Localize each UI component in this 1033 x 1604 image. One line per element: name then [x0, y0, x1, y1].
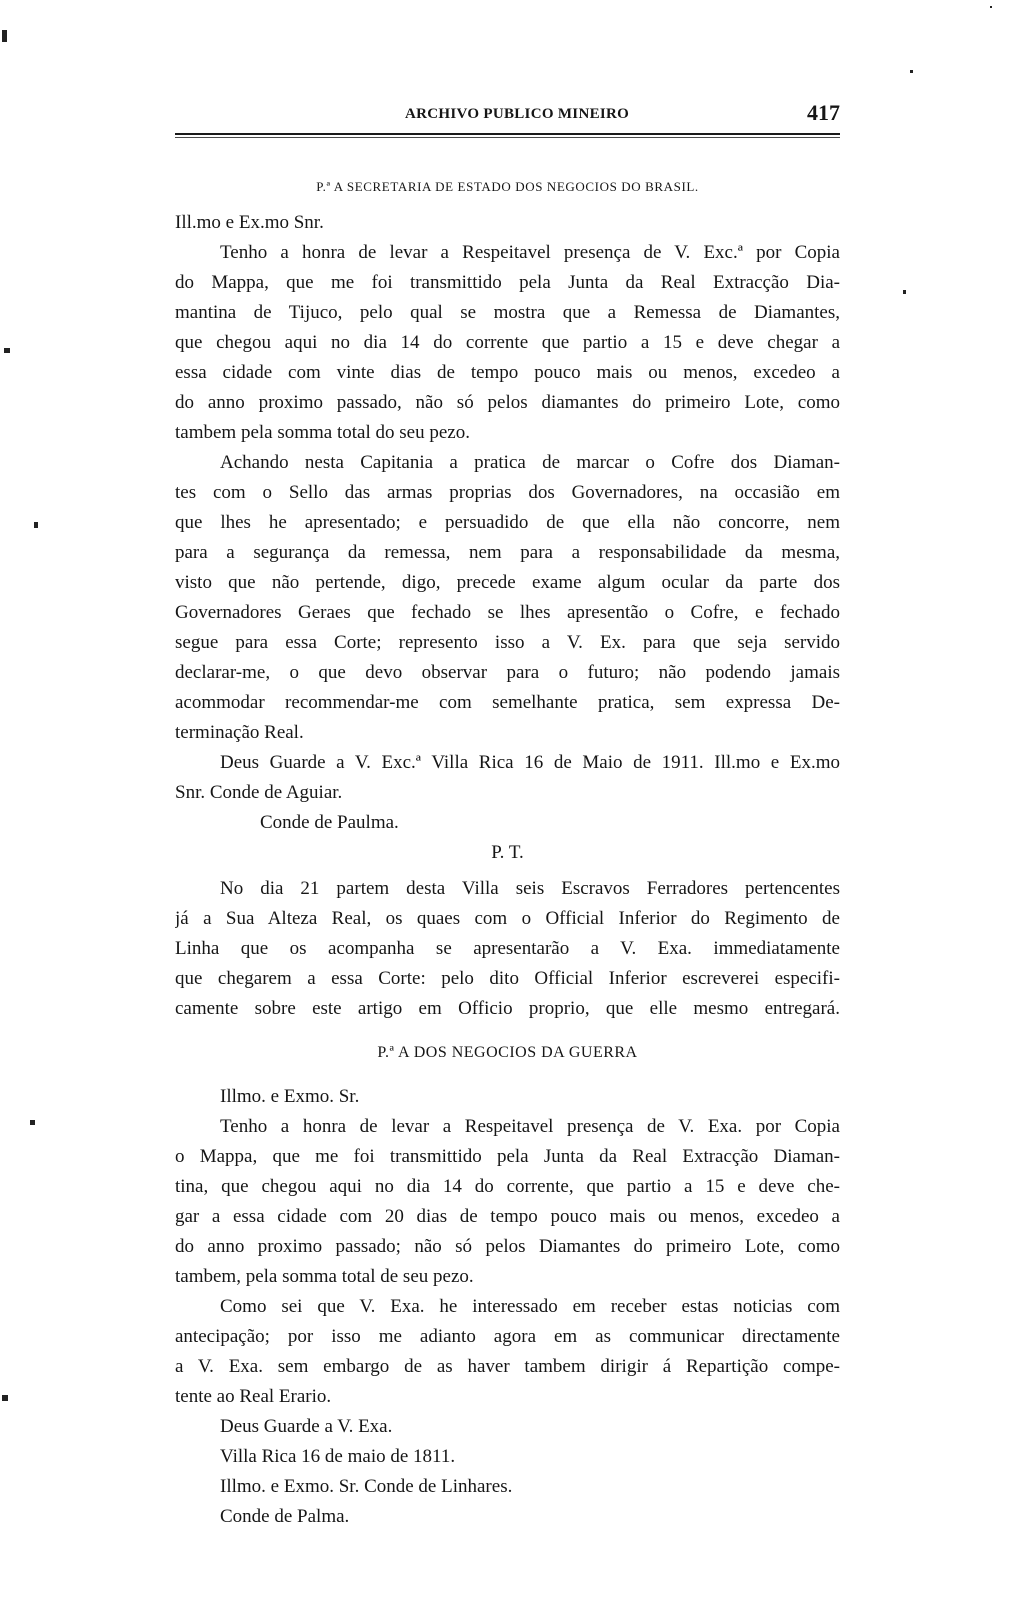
letter3-line: tambem, pela somma total de seu pezo.: [175, 1266, 474, 1287]
scan-speck: [2, 1395, 8, 1401]
scan-speck: [903, 290, 906, 294]
letter1-line: que chegou aqui no dia 14 do corrente que partio a 15 e deve chegar a: [175, 332, 840, 353]
letter1-line: para a segurança da remessa, nem para a responsabilidade da mesma,: [175, 542, 840, 563]
letter1-line: Deus Guarde a V. Exc.ª Villa Rica 16 de Maio de 1911. Ill.mo e Ex.mo: [220, 752, 840, 773]
letter1-line: que lhes he apresentado; e persuadido de que ella não concorre, nem: [175, 512, 840, 533]
letter1-line: declarar-me, o que devo observar para o futuro; não podendo jamais: [175, 662, 840, 683]
letter3-closing: Villa Rica 16 de maio de 1811.: [220, 1446, 456, 1467]
letter3-line: o Mappa, que me foi transmittido pela Junta da Real Extracção Diaman-: [175, 1146, 840, 1167]
letter3-closing: Deus Guarde a V. Exa.: [220, 1416, 393, 1437]
letter2-line: camente sobre este artigo em Officio proprio, que elle mesmo entregará.: [175, 998, 840, 1019]
letter1-line: tes com o Sello das armas proprias dos Governadores, na occasião em: [175, 482, 840, 503]
letter1-addressee: P.ª A SECRETARIA DE ESTADO DOS NEGOCIOS DO BRASIL.: [316, 179, 699, 194]
letter1-line: essa cidade com vinte dias de tempo pouco mais ou menos, excedeo a: [175, 362, 840, 383]
letter3-closing: Illmo. e Exmo. Sr. Conde de Linhares.: [220, 1476, 513, 1497]
letter1-line: Snr. Conde de Aguiar.: [175, 782, 343, 803]
letter1-signature: Conde de Paulma.: [260, 812, 399, 833]
letter1-line: tambem pela somma total do seu pezo.: [175, 422, 470, 443]
letter3-addressee: P.ª A DOS NEGOCIOS DA GUERRA: [377, 1044, 638, 1061]
letter1-line: terminação Real.: [175, 722, 304, 743]
letter2-line: já a Sua Alteza Real, os quaes com o Official Inferior do Regimento de: [175, 908, 840, 929]
letter1-line: Tenho a honra de levar a Respeitavel presença de V. Exc.ª por Copia: [220, 242, 840, 263]
letter2-line: No dia 21 partem desta Villa seis Escravos Ferradores pertencentes: [220, 878, 840, 899]
letter3-closing: Conde de Palma.: [220, 1506, 350, 1527]
letter3-line: a V. Exa. sem embargo de as haver tambem dirigir á Repartição compe-: [175, 1356, 840, 1377]
letter3-line: Como sei que V. Exa. he interessado em receber estas noticias com: [220, 1296, 840, 1317]
letter1-line: do Mappa, que me foi transmittido pela Junta da Real Extracção Dia-: [175, 272, 840, 293]
running-title: ARCHIVO PUBLICO MINEIRO: [405, 106, 630, 122]
letter1-line: Achando nesta Capitania a pratica de marcar o Cofre dos Diaman-: [220, 452, 840, 473]
letter1-line: mantina de Tijuco, pelo qual se mostra que a Remessa de Diamantes,: [175, 302, 840, 323]
letter3-line: antecipação; por isso me adianto agora em as communicar directamente: [175, 1326, 840, 1347]
scan-speck: [30, 1120, 35, 1125]
letter3-line: Tenho a honra de levar a Respeitavel presença de V. Exa. por Copia: [220, 1116, 840, 1137]
letter3-line: tina, que chegou aqui no dia 14 do corrente, que partio a 15 e deve che-: [175, 1176, 840, 1197]
letter2-line: que chegarem a essa Corte: pelo dito Official Inferior escreverei especifi-: [175, 968, 840, 989]
scan-speck: [34, 522, 38, 528]
letter2-line: Linha que os acompanha se apresentarão a V. Exa. immediatamente: [175, 938, 840, 959]
scan-speck: [910, 70, 913, 73]
letter1-line: do anno proximo passado, não só pelos diamantes do primeiro Lote, como: [175, 392, 840, 413]
letter1-salutation: Ill.mo e Ex.mo Snr.: [175, 212, 324, 233]
letter3-line: do anno proximo passado; não só pelos Diamantes do primeiro Lote, como: [175, 1236, 840, 1257]
letter3-line: tente ao Real Erario.: [175, 1386, 332, 1407]
scan-speck: [990, 6, 992, 8]
scan-speck: [2, 30, 7, 42]
letter1-line: acommodar recommendar-me com semelhante pratica, sem expressa De-: [175, 692, 840, 713]
letter3-line: gar a essa cidade com 20 dias de tempo pouco mais ou menos, excedeo a: [175, 1206, 840, 1227]
letter2-heading: P. T.: [491, 842, 524, 863]
letter1-line: Governadores Geraes que fechado se lhes apresentão o Cofre, e fechado: [175, 602, 840, 623]
letter3-salutation: Illmo. e Exmo. Sr.: [220, 1086, 360, 1107]
letter1-line: segue para essa Corte; represento isso a V. Ex. para que seja servido: [175, 632, 840, 653]
scan-speck: [4, 348, 10, 353]
page-number: 417: [807, 100, 840, 125]
letter1-line: visto que não pertende, digo, precede exame algum ocular da parte dos: [175, 572, 840, 593]
